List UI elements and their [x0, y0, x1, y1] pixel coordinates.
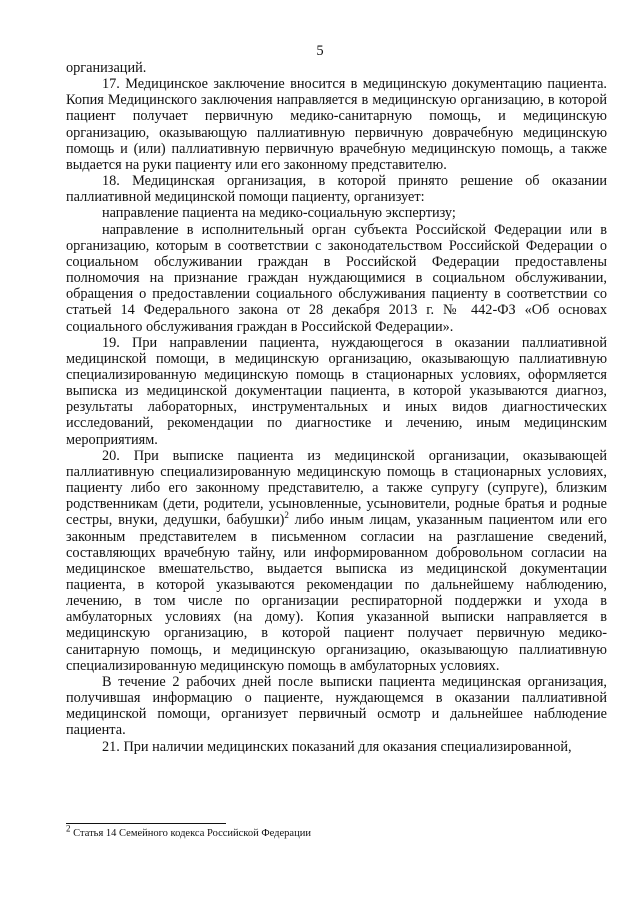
paragraph-20	[66, 448, 607, 674]
paragraph-20-part-1: 20. При выписке пациента из медицинской организации, оказывающей паллиативную специализированную медицинскую помощь в стационарных условиях, пациенту либо его законному представителю, а также супругу (супруге), близким родственникам (дети, родители, усыновленные, усыновители, родные братья и родные сестры, внуки, дедушки, бабушки)	[66, 447, 607, 529]
paragraph-20-part-2: либо иным лицам, указанным пациентом или его законным представителем в письменном согласии на разглашение сведений, составляющих врачебную тайну, или информированном добровольном согласии на медицинское вмешательство, выдается выписка из медицинской документации пациента, в которой указываются рекомендации по дальнейшему наблюдению, лечению, в том числе по организации респираторной поддержки и ухода в амбулаторных условиях (на дому). Копия указанной выписки направляется в медицинскую организацию, в которой пациент получает первичную медико-санитарную помощь, и медицинскую организацию, оказывающую паллиативную специализированную медицинскую помощь в амбулаторных условиях.	[66, 512, 607, 674]
paragraph-17: 17. Медицинское заключение вносится в медицинскую документацию пациента. Копия Медицинского заключения направляется в медицинскую организацию, в которой пациент получает первичную медико-санитарную помощь, и медицинскую организацию, оказывающую паллиативную первичную доврачебную медицинскую помощь и (или) паллиативную первичную врачебную медицинскую помощь, а также выдается на руки пациенту или его законному представителю.	[66, 76, 607, 173]
page-number: 5	[316, 43, 324, 59]
paragraph-18-item-2: направление в исполнительный орган субъекта Российской Федерации или в организацию, которым в соответствии с законодательством Российской Федерации о социальном обслуживании граждан в Российской Федерации предоставлены полномочия на признание граждан нуждающимися в социальном обслуживании, обращения о предоставлении социального обслуживания пациенту в соответствии со статьей 14 Федерального закона от 28 декабря 2013 г. № 442-ФЗ «Об основах социального обслуживания граждан в Российской Федерации».	[66, 221, 607, 335]
paragraph-20-continued: В течение 2 рабочих дней после выписки пациента медицинская организация, получившая информацию о пациенте, нуждающемся в оказании паллиативной медицинской помощи, организует первичный осмотр и дальнейшее наблюдение пациента.	[66, 673, 607, 739]
footnote-text: Статья 14 Семейного кодекса Российской Федерации	[70, 828, 311, 839]
document-body	[66, 60, 607, 755]
footnote-mark: 2	[66, 823, 71, 834]
paragraph-21: 21. При наличии медицинских показаний для оказания специализированной,	[102, 738, 572, 755]
paragraph-19: 19. При направлении пациента, нуждающегося в оказании паллиативной медицинской помощи, в медицинскую организацию, оказывающую паллиативную специализированную медицинскую помощь в стационарных условиях, оформляется выписка из медицинской документации пациента, в которой указываются диагноз, результаты лабораторных, инструментальных и иных видов диагностических исследований, рекомендации по диагностике и лечению, иным медицинским мероприятиям.	[66, 334, 607, 448]
footnote	[66, 823, 311, 840]
footnote-reference: 2	[284, 510, 289, 521]
paragraph-18-item-1: направление пациента на медико-социальную экспертизу;	[102, 205, 456, 222]
paragraph-continuation: организаций.	[66, 60, 147, 76]
footnote-divider	[66, 823, 226, 824]
paragraph-18: 18. Медицинская организация, в которой принято решение об оказании паллиативной медицинской помощи пациенту, организует:	[66, 173, 607, 206]
